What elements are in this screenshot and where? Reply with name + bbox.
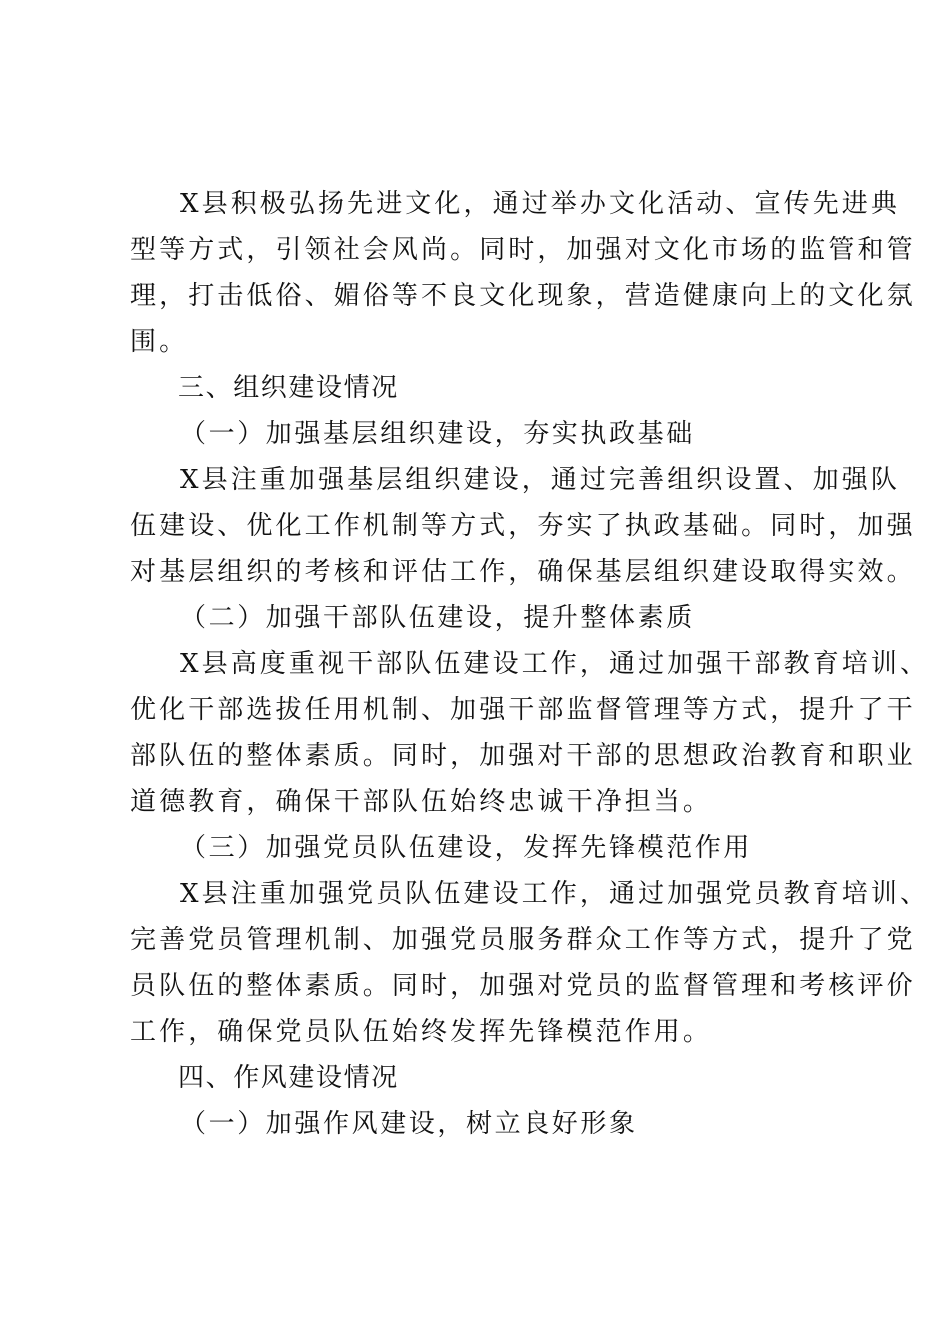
paragraph-party-members-line-4: 工作，确保党员队伍始终发挥先锋模范作用。 <box>130 1017 713 1047</box>
paragraph-cadres-line-4: 道德教育，确保干部队伍始终忠诚干净担当。 <box>130 787 713 817</box>
paragraph-party-members-line-1: X县注重加强党员队伍建设工作，通过加强党员教育培训、 <box>180 879 930 909</box>
paragraph-culture-line-4: 围。 <box>130 327 189 357</box>
paragraph-culture-line-1: X县积极弘扬先进文化，通过举办文化活动、宣传先进典 <box>180 189 901 219</box>
paragraph-party-members-line-3: 员队伍的整体素质。同时，加强对党员的监督管理和考核评价 <box>130 971 916 1001</box>
subheading-work-style: （一）加强作风建设，树立良好形象 <box>180 1109 638 1139</box>
paragraph-cadres-line-1: X县高度重视干部队伍建设工作，通过加强干部教育培训、 <box>180 649 930 679</box>
paragraph-grassroots-line-3: 对基层组织的考核和评估工作，确保基层组织建设取得实效。 <box>130 557 916 587</box>
subheading-cadres: （二）加强干部队伍建设，提升整体素质 <box>180 603 695 633</box>
paragraph-cadres-line-3: 部队伍的整体素质。同时，加强对干部的思想政治教育和职业 <box>130 741 916 771</box>
paragraph-culture-line-3: 理，打击低俗、媚俗等不良文化现象，营造健康向上的文化氛 <box>130 281 916 311</box>
paragraph-party-members-line-2: 完善党员管理机制、加强党员服务群众工作等方式，提升了党 <box>130 925 916 955</box>
paragraph-culture-line-2: 型等方式，引领社会风尚。同时，加强对文化市场的监管和管 <box>130 235 916 265</box>
section-heading-organization: 三、组织建设情况 <box>178 373 399 403</box>
subheading-party-members: （三）加强党员队伍建设，发挥先锋模范作用 <box>180 833 753 863</box>
paragraph-grassroots-line-1: X县注重加强基层组织建设，通过完善组织设置、加强队 <box>180 465 901 495</box>
paragraph-cadres-line-2: 优化干部选拔任用机制、加强干部监督管理等方式，提升了干 <box>130 695 916 725</box>
section-heading-work-style: 四、作风建设情况 <box>178 1063 399 1093</box>
subheading-grassroots: （一）加强基层组织建设，夯实执政基础 <box>180 419 695 449</box>
paragraph-grassroots-line-2: 伍建设、优化工作机制等方式，夯实了执政基础。同时，加强 <box>130 511 916 541</box>
